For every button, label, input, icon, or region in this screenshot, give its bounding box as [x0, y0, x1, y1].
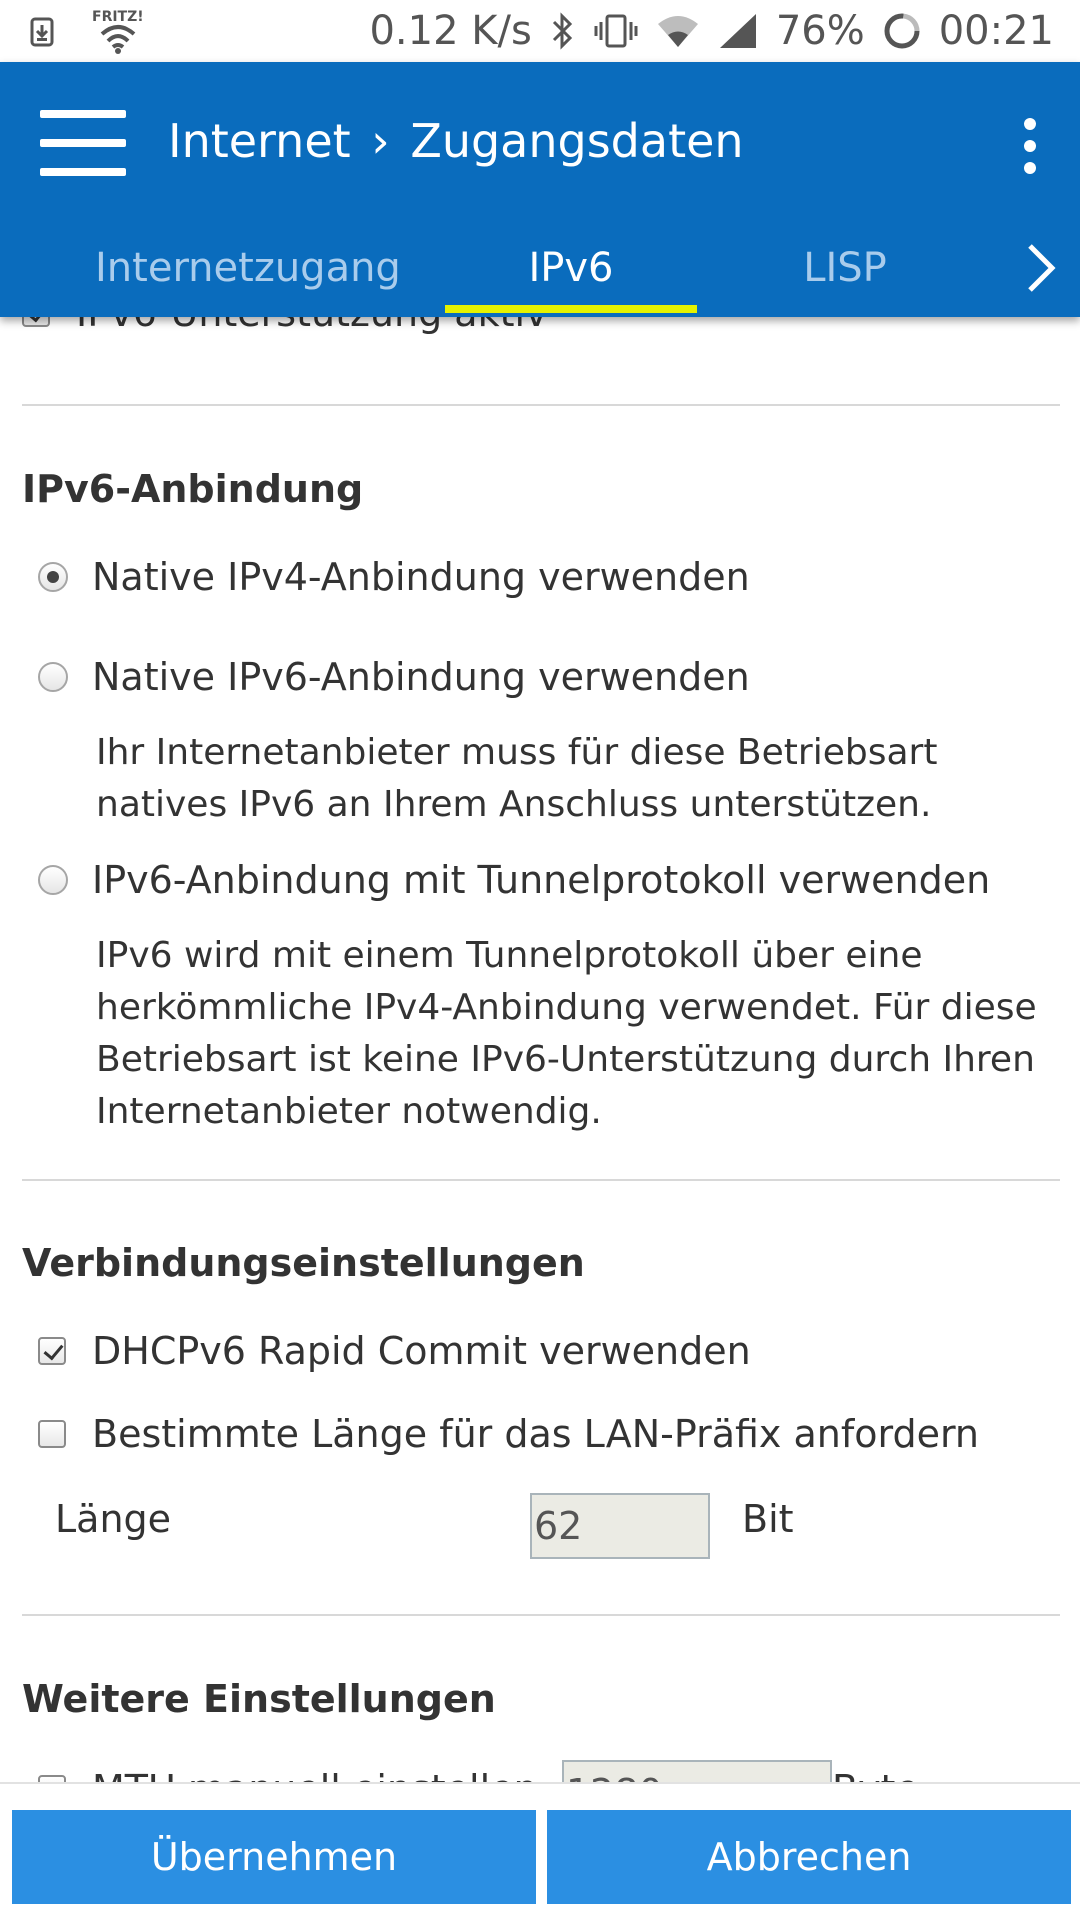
clock: 00:21	[938, 8, 1054, 54]
description-native-ipv6: Ihr Internetanbieter muss für diese Betriebsart natives IPv6 an Ihrem Anschluss unterstützen.	[96, 732, 938, 825]
prefix-request-label: Bestimmte Länge für das LAN-Präfix anfordern	[92, 1412, 979, 1456]
status-right	[351, 0, 1054, 62]
tab-bar	[0, 232, 1080, 317]
wifi-signal-icon	[656, 14, 700, 48]
status-left	[30, 10, 144, 54]
fritz-label: FRITZ!	[92, 9, 144, 25]
radio-button-tunnel[interactable]	[38, 865, 68, 895]
radio-native-ipv6[interactable]	[38, 655, 750, 699]
radio-button-native-ipv6[interactable]	[38, 662, 68, 692]
rapid-commit-checkbox[interactable]	[38, 1337, 66, 1365]
battery-ring-icon	[883, 12, 921, 50]
prefix-request-checkbox-row[interactable]	[38, 1412, 979, 1456]
section-title-verbindung: Verbindungseinstellungen	[22, 1241, 585, 1285]
radio-tunnel[interactable]	[38, 858, 990, 902]
network-speed: 0.12 K/s	[369, 8, 532, 54]
app-header	[0, 62, 1080, 317]
chevron-right-icon[interactable]	[1020, 232, 1064, 304]
download-notification-icon	[30, 17, 54, 47]
section-title-weitere: Weitere Einstellungen	[22, 1677, 496, 1721]
breadcrumb-separator: ›	[371, 114, 390, 168]
menu-icon[interactable]	[40, 110, 126, 176]
divider	[22, 404, 1060, 406]
battery-level: 76%	[775, 8, 865, 54]
rapid-commit-label: DHCPv6 Rapid Commit verwenden	[92, 1329, 751, 1373]
length-input[interactable]	[530, 1493, 710, 1559]
fritz-app-notification	[92, 10, 144, 54]
cancel-button[interactable]: Abbrechen	[547, 1810, 1071, 1904]
radio-label-native-ipv6: Native IPv6-Anbindung verwenden	[92, 655, 750, 699]
breadcrumb-section[interactable]: Internet	[168, 114, 351, 168]
tab-internetzugang[interactable]: Internetzugang	[95, 245, 401, 291]
bottom-action-bar	[0, 1782, 1080, 1920]
radio-label-native-ipv4: Native IPv4-Anbindung verwenden	[92, 555, 750, 599]
section-title-anbindung: IPv6-Anbindung	[22, 467, 364, 511]
rapid-commit-checkbox-row[interactable]	[38, 1329, 751, 1373]
page-title	[168, 114, 744, 168]
divider	[22, 1179, 1060, 1181]
radio-button-native-ipv4[interactable]	[38, 562, 68, 592]
prefix-request-checkbox[interactable]	[38, 1420, 66, 1448]
tab-ipv6[interactable]: IPv6	[445, 232, 697, 317]
status-bar	[0, 0, 1080, 62]
cell-signal-icon	[718, 12, 758, 50]
radio-native-ipv4[interactable]	[38, 555, 750, 599]
description-tunnel: IPv6 wird mit einem Tunnelprotokoll über eine herkömmliche IPv4-Anbindung verwendet. Für diese Betriebsart ist keine IPv6-Unterstützung durch Ihren Internetanbieter notwendig.	[96, 935, 1037, 1132]
radio-label-tunnel: IPv6-Anbindung mit Tunnelprotokoll verwenden	[92, 858, 991, 902]
tab-lisp[interactable]: LISP	[803, 245, 887, 291]
length-unit: Bit	[742, 1497, 794, 1541]
vibrate-icon	[594, 12, 638, 50]
bluetooth-icon	[550, 12, 576, 50]
length-label: Länge	[55, 1497, 172, 1541]
breadcrumb-page: Zugangsdaten	[410, 114, 744, 168]
divider	[22, 1614, 1060, 1616]
wifi-notification-icon	[98, 24, 138, 54]
more-options-icon[interactable]	[1018, 118, 1042, 174]
settings-content[interactable]	[0, 317, 1080, 1797]
apply-button[interactable]: Übernehmen	[12, 1810, 536, 1904]
